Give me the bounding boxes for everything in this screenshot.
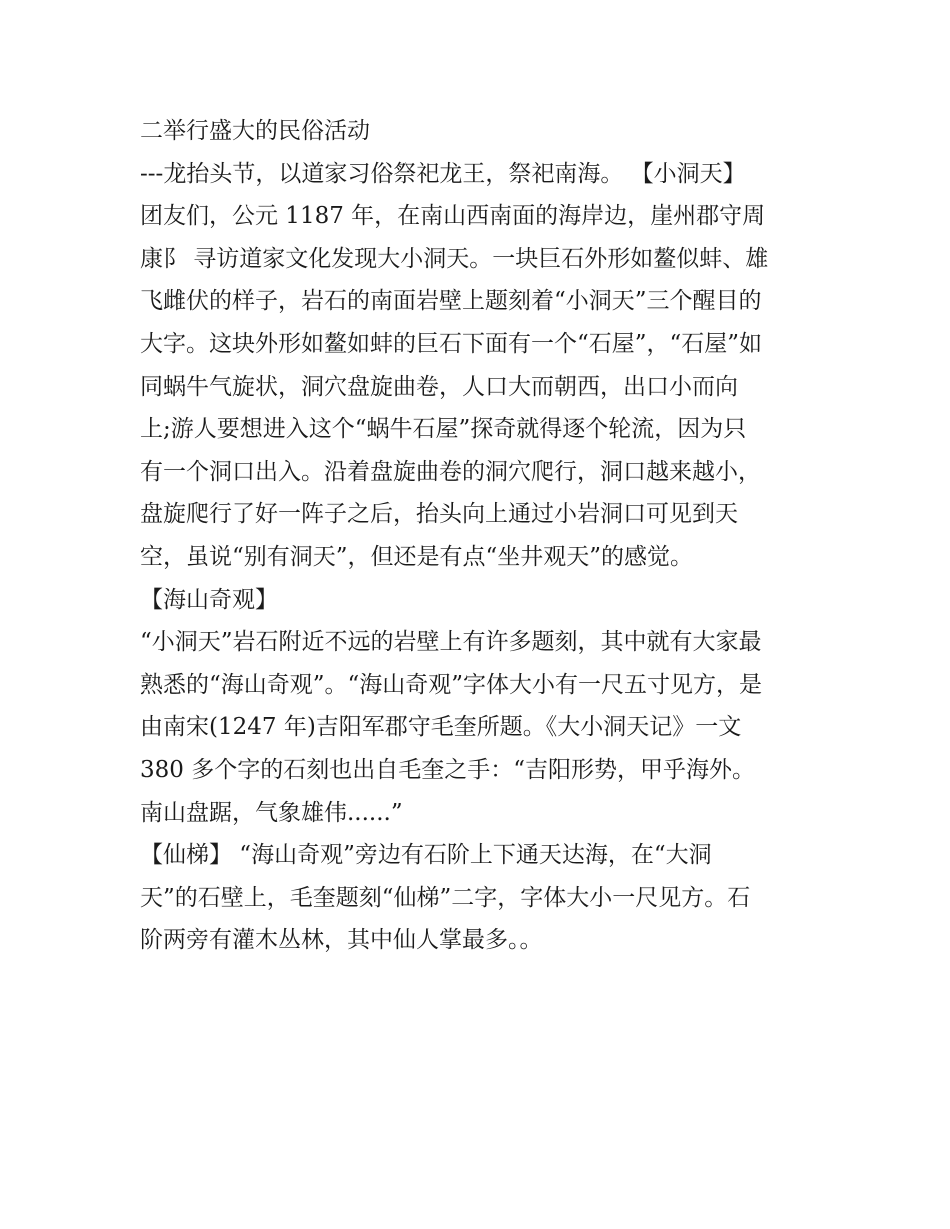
text-line: ---龙抬头节，以道家习俗祭祀龙王，祭祀南海。 【小洞天】 [140,160,746,187]
section-heading-line: 【海山奇观】 [140,586,278,613]
text-line: 阶两旁有灌木丛林，其中仙人掌最多。。 [140,927,543,954]
text-line: 380 多个字的石刻也出自毛奎之手：“吉阳形势，甲乎海外。 [140,756,755,783]
text-line: “小洞天”岩石附近不远的岩壁上有许多题刻，其中就有大家最 [140,629,762,656]
text-line: 【仙梯】 “海山奇观”旁边有石阶上下通天达海，在“大洞 [140,842,712,869]
text-line: 飞雌伏的样子，岩石的南面岩壁上题刻着“小洞天”三个醒目的 [140,288,762,315]
text-line: 上;游人要想进入这个“蜗牛石屋”探奇就得逐个轮流，因为只 [140,416,747,443]
text-line: 有一个洞口出入。沿着盘旋曲卷的洞穴爬行，洞口越来越小， [140,458,761,485]
text-line: 康阝 寻访道家文化发现大小洞天。一块巨石外形如鳌似蚌、雄 [140,245,769,272]
text-line: 团友们，公元 1187 年，在南山西南面的海岸边，崖州郡守周 [140,203,766,230]
text-line: 同蜗牛气旋状，洞穴盘旋曲卷，人口大而朝西，出口小而向 [140,373,738,400]
heading-line: 二举行盛大的民俗活动 [140,118,370,144]
text-line: 盘旋爬行了好一阵子之后，抬头向上通过小岩洞口可见到天 [140,501,738,528]
text-line: 熟悉的“海山奇观”。“海山奇观”字体大小有一尺五寸见方，是 [140,671,763,698]
text-line: 南山盘踞，气象雄伟......” [140,799,403,826]
text-line: 大字。这块外形如鳌如蚌的巨石下面有一个“石屋”，“石屋”如 [140,330,763,357]
text-line: 天”的石壁上，毛奎题刻“仙梯”二字，字体大小一尺见方。石 [140,884,751,911]
text-line: 空，虽说“别有洞天”，但还是有点“坐井观天”的感觉。 [140,543,694,570]
document-body [140,110,830,962]
text-line: 由南宋(1247 年)吉阳军郡守毛奎所题。《大小洞天记》一文 [140,714,742,741]
